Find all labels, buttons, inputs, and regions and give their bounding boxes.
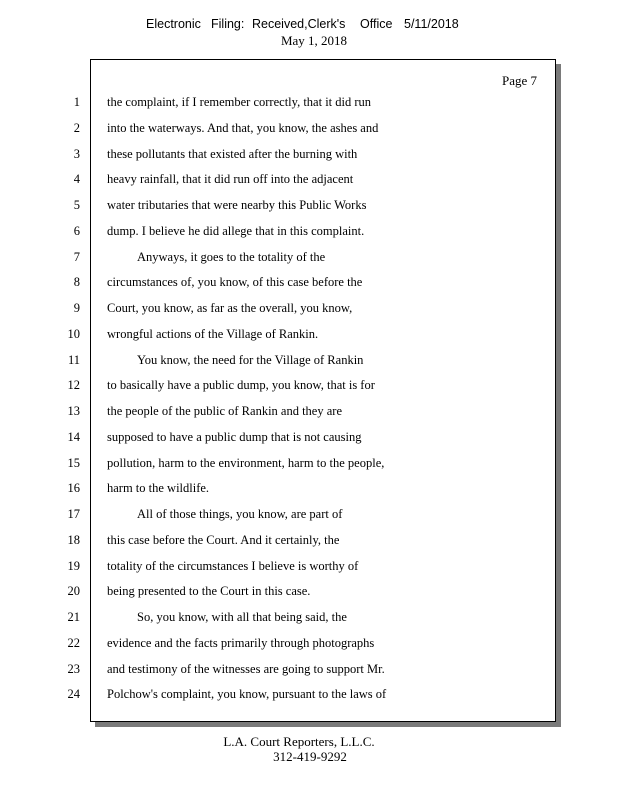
filing-stamp-word: Received,Clerk's — [252, 17, 346, 31]
line-number: 10 — [67, 327, 80, 341]
line-number: 18 — [67, 533, 80, 547]
line-number: 14 — [67, 430, 80, 444]
hearing-date: May 1, 2018 — [280, 33, 348, 48]
filing-stamp-word: Electronic — [146, 17, 201, 31]
footer-phone: 312-419-9292 — [273, 749, 347, 764]
transcript-line: Anyways, it goes to the totality of the — [137, 250, 326, 264]
transcript-line: evidence and the facts primarily through photographs — [107, 636, 375, 650]
line-number: 22 — [67, 636, 80, 650]
line-number: 23 — [67, 662, 80, 676]
transcript-line: water tributaries that were nearby this Public Works — [107, 198, 367, 212]
transcript-line: this case before the Court. And it certainly, the — [107, 533, 340, 547]
filing-stamp-word: Filing: — [211, 17, 245, 31]
line-number: 15 — [67, 456, 80, 470]
line-number: 4 — [73, 172, 80, 186]
page-number: Page 7 — [501, 73, 537, 88]
line-number: 9 — [73, 301, 80, 315]
line-number: 8 — [73, 275, 80, 289]
transcript-line: the complaint, if I remember correctly, that it did run — [107, 95, 372, 109]
filing-stamp-word: Office — [360, 17, 393, 31]
transcript-line: circumstances of, you know, of this case before the — [107, 275, 363, 289]
transcript-line: So, you know, with all that being said, the — [137, 610, 347, 624]
transcript-line: wrongful actions of the Village of Rankin. — [107, 327, 319, 341]
transcript-line: supposed to have a public dump that is not causing — [107, 430, 362, 444]
transcript-line: into the waterways. And that, you know, the ashes and — [107, 121, 379, 135]
line-number: 19 — [67, 559, 80, 573]
transcript-line: harm to the wildlife. — [107, 481, 210, 495]
line-number: 3 — [73, 147, 80, 161]
line-number: 21 — [67, 610, 80, 624]
transcript-line: totality of the circumstances I believe is worthy of — [107, 559, 359, 573]
line-number: 17 — [67, 507, 80, 521]
line-number: 20 — [67, 584, 80, 598]
transcript-line: being presented to the Court in this case. — [107, 584, 311, 598]
transcript-line: to basically have a public dump, you know, that is for — [107, 378, 375, 392]
transcript-line: heavy rainfall, that it did run off into the adjacent — [107, 172, 354, 186]
filing-stamp-date: 5/11/2018 — [404, 17, 459, 31]
transcript-line: You know, the need for the Village of Rankin — [137, 353, 364, 367]
transcript-line: these pollutants that existed after the burning with — [107, 147, 358, 161]
transcript-line: All of those things, you know, are part of — [137, 507, 343, 521]
line-number: 12 — [67, 378, 80, 392]
line-number: 16 — [67, 481, 80, 495]
transcript-line: the people of the public of Rankin and they are — [107, 404, 342, 418]
footer-company: L.A. Court Reporters, L.L.C. — [223, 734, 375, 749]
line-number: 6 — [73, 224, 80, 238]
transcript-line: pollution, harm to the environment, harm to the people, — [107, 456, 385, 470]
line-number: 2 — [73, 121, 80, 135]
transcript-line: Court, you know, as far as the overall, you know, — [107, 301, 353, 315]
line-number: 5 — [73, 198, 80, 212]
line-number: 1 — [73, 95, 80, 109]
line-number: 24 — [67, 687, 80, 701]
transcript-line: dump. I believe he did allege that in this complaint. — [107, 224, 365, 238]
line-number: 13 — [67, 404, 80, 418]
line-number: 11 — [67, 353, 80, 367]
transcript-line: and testimony of the witnesses are going to support Mr. — [107, 662, 385, 676]
line-number: 7 — [73, 250, 80, 264]
transcript-line: Polchow's complaint, you know, pursuant to the laws of — [107, 687, 387, 701]
